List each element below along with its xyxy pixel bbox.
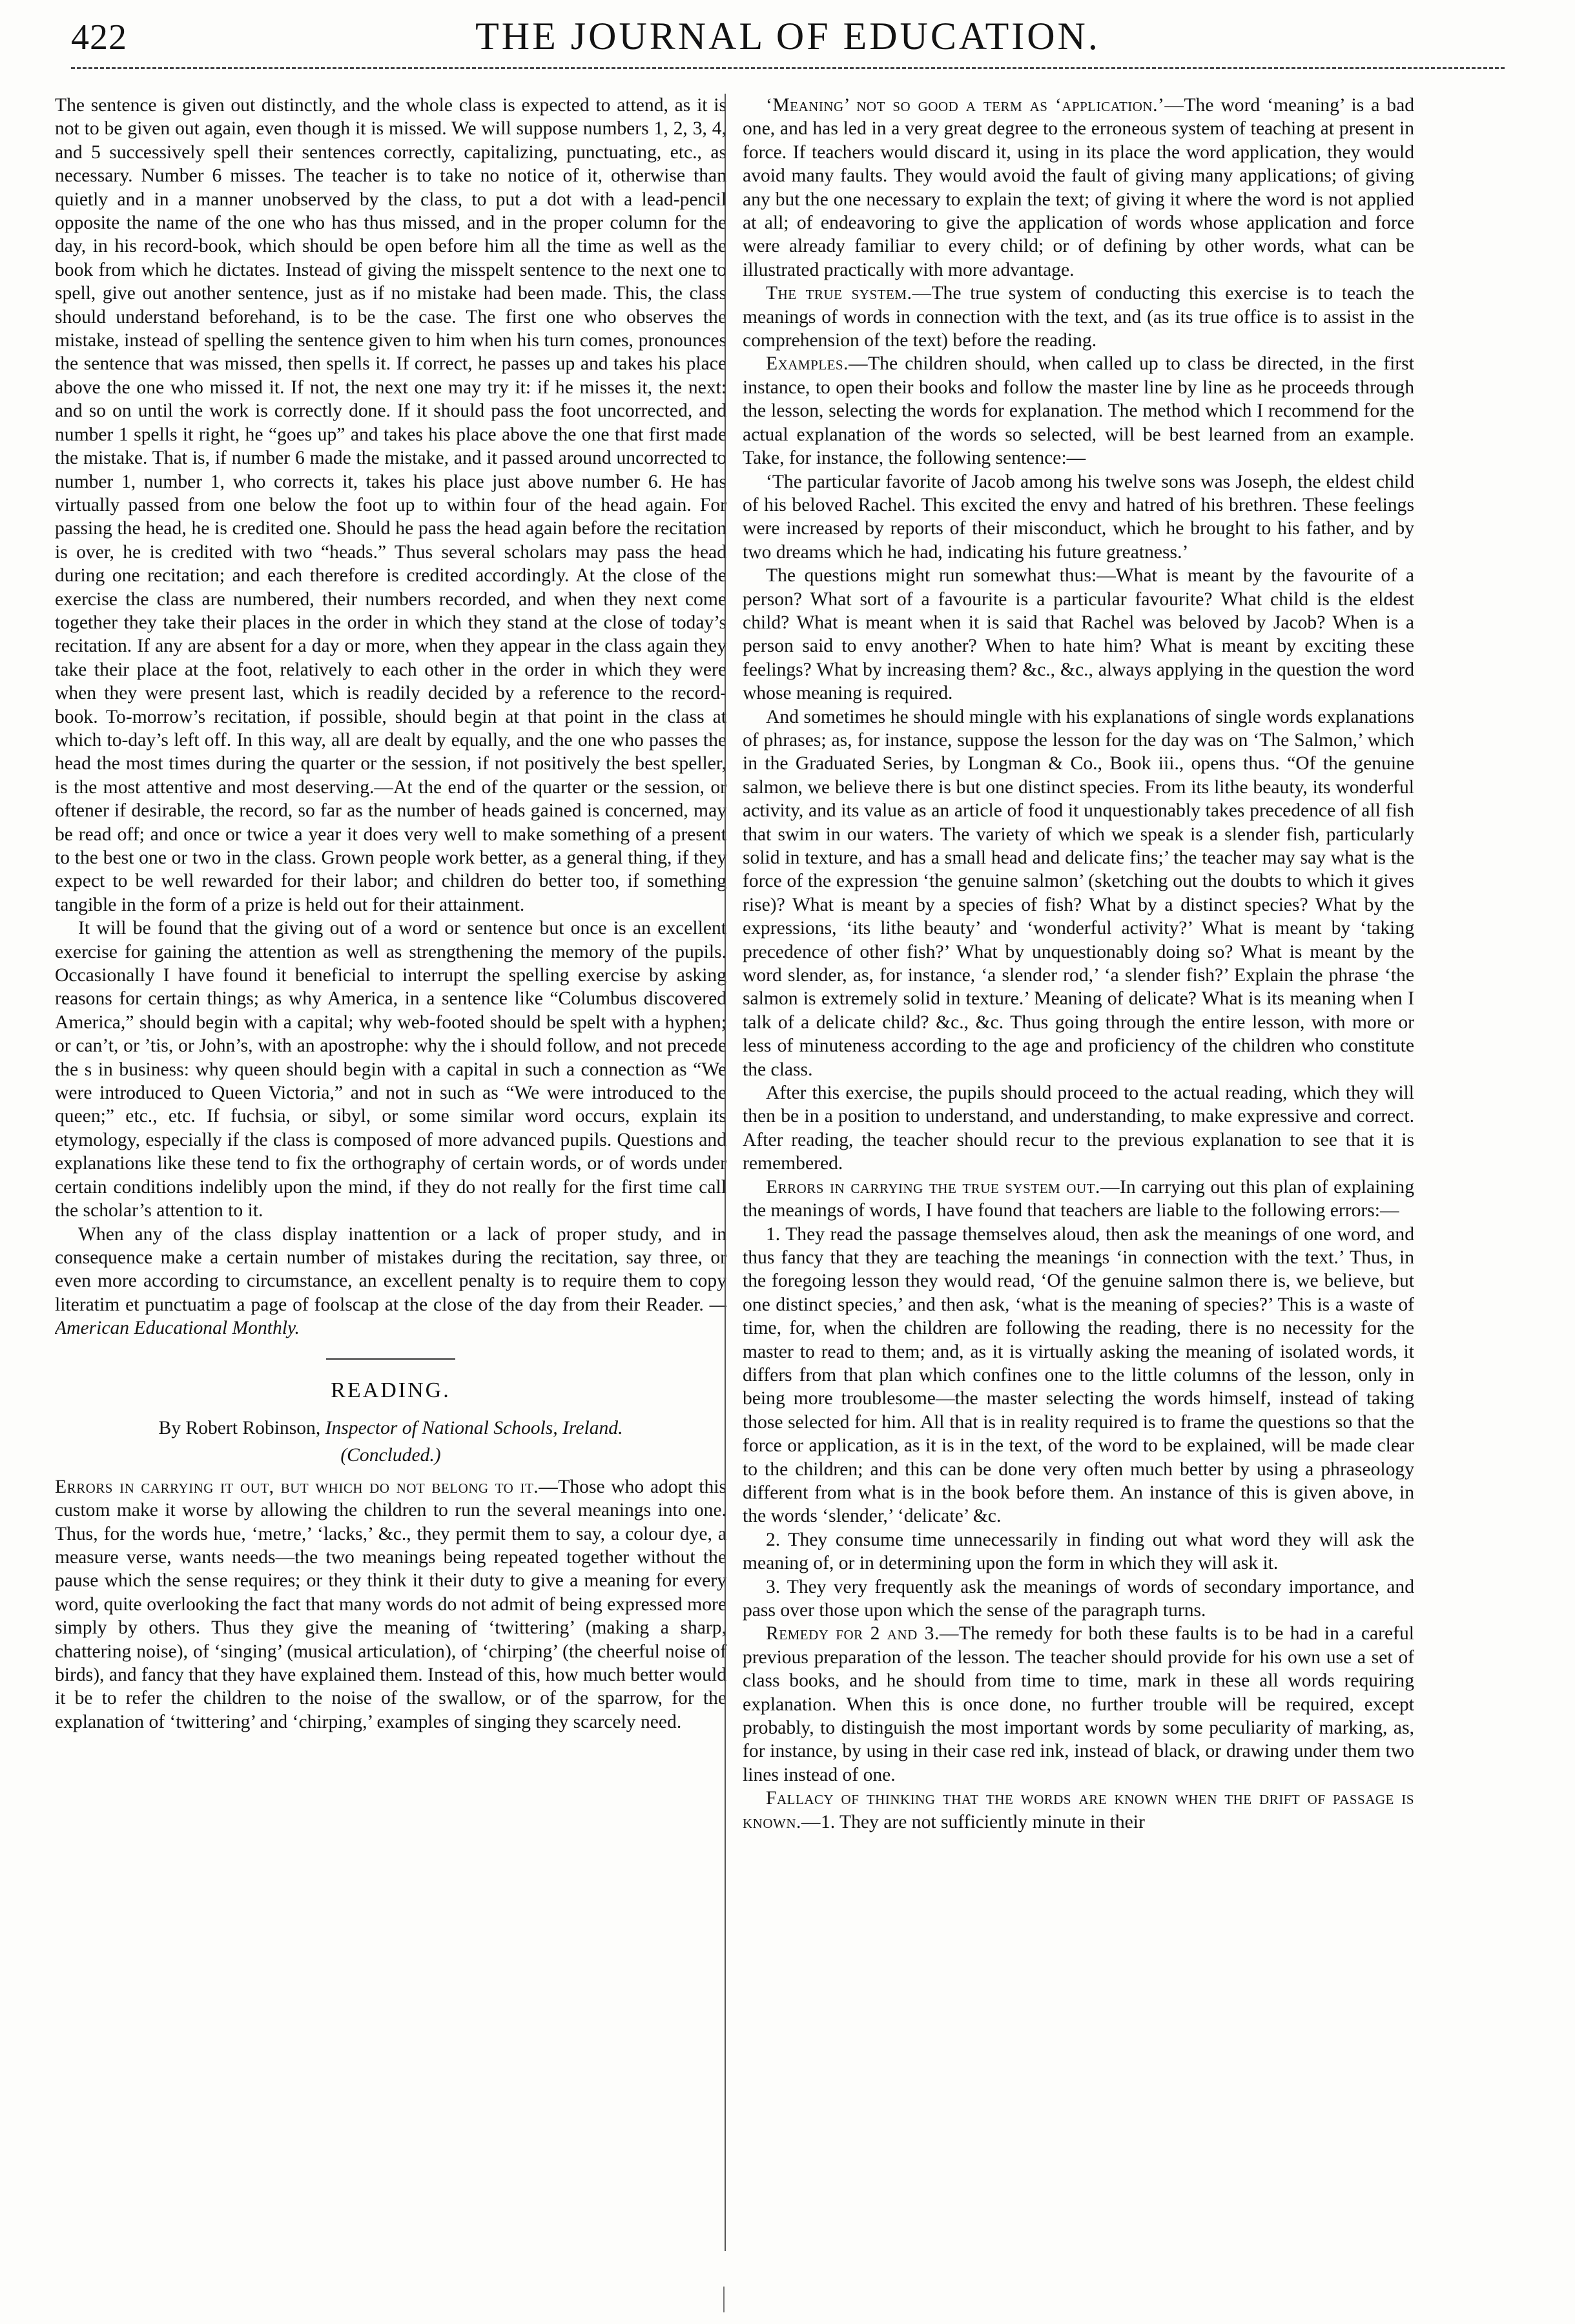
header-rule [71, 67, 1505, 69]
spelling-paragraph-3 [55, 1223, 726, 1340]
spelling-paragraph-3-text: When any of the class display inattention or a lack of proper study, and in consequence make a certain number of mistakes during the recitation, say three, or even more according to circumstance, an excellent penalty is to require them to copy literatim et punctuatim a page of foolscap at the close of the day from their Reader. [55, 1223, 726, 1315]
meaning-lead: ‘Meaning’ not so good a term as ‘application.’— [766, 95, 1184, 116]
page-header [71, 13, 1505, 65]
spelling-paragraph-1: The sentence is given out distinctly, and the whole class is expected to attend, as it is not to be given out again, even though it is missed. We will suppose numbers 1, 2, 3, 4, and 5 successively spell their sentences correctly, capitalizing, punctuating, etc., as necessary. Number 6 misses. The teacher is to take no notice of it, otherwise than quietly and in a manner unobserved by the class, to put a dot with a lead-pencil opposite the name of the one who has thus missed, and in the proper column for the day, in his record-book, which should be open before him all the time as well as the book from which he dictates. Instead of giving the misspelt sentence to the next one to spell, give out another sentence, just as if no mistake had been made. This, the class should understand beforehand, is to be the case. The first one who observes the mistake, instead of spelling the sentence given to him when his turn comes, pronounces the sentence that was missed, then spells it. If correct, he passes up and takes his place above the one who missed it. If not, the next one may try it: if he misses it, the next: and so on until the work is correctly done. If it should pass the foot uncorrected, and number 1 spells it right, he “goes up” and takes his place above the one that first made the mistake. That is, if number 6 made the mistake, and it passed around uncorrected to number 1, number 1, who corrects it, takes his place just above number 6. He has virtually passed from one below the foot up to within four of the head again. For passing the head, he is credited one. Should he pass the head again before the recitation is over, he is credited with two “heads.” Thus several scholars may pass the head during one recitation; and each therefore is credited accordingly. At the close of the exercise the class are numbered, their numbers recorded, and when they next come together they take their places in the order in which they stand at the close of today’s recitation. If any are absent for a day or more, when they appear in the class again they take their place at the foot, relatively to each other in the order in which they were when they were present last, which is readily decided by a reference to the record-book. To-morrow’s recitation, if possible, should begin at that point in the class at which to-day’s left off. In this way, all are dealt by equally, and the one who passes the head the most times during the quarter or the session, if not positively the best speller, is the most attentive and most deserving.—At the end of the quarter or the session, or oftener if desirable, the record, so far as the number of heads gained is concerned, may be read off; and once or twice a year it does very well to make something of a present to the best one or two in the class. Grown people work better, as a general thing, if they expect to be well rewarded for their labor; and children do better too, if something tangible in the form of a prize is held out for their attainment. [55, 95, 726, 915]
remedy-lead: Remedy for 2 and 3.— [766, 1623, 959, 1644]
errors-paragraph [743, 1176, 1414, 1223]
column-divider [725, 94, 726, 2251]
fallacy-paragraph [743, 1787, 1414, 1834]
errors-text: In carrying out this plan of explaining the meanings of words, I have found that teachers are liable to the following errors:— [743, 1176, 1414, 1221]
journal-title: THE JOURNAL OF EDUCATION. [475, 15, 1100, 57]
concluded-note: (Concluded.) [340, 1445, 441, 1466]
examples-lead: Examples.— [766, 353, 869, 375]
reading-errors-text: Those who adopt this custom make it worse by allowing the children to run the several meanings into one. Thus, for the words hue, ‘metre,’ ‘lacks,’ &c., they permit them to say, a colour dye, a measure verse, wants needs—the two meanings being repeated together without the pause which the sense requires; or they think it their duty to give a meaning for every word, quite overlooking the fact that many words do not admit of being expressed more simply by others. Thus they give the meaning of ‘twittering’ (making a sharp, chattering noise), of ‘singing’ (musical articulation), of ‘chirping’ (the cheerful noise of birds), and fancy that they have explained them. Instead of this, how much better would it be to refer the children to the noise of the swallow, or of the sparrow, for the explanation of ‘twittering’ and ‘chirping,’ examples of singing they scarcely need. [55, 1476, 726, 1732]
examples-text: The children should, when called up to class be directed, in the first instance, to open their books and follow the master line by line as he proceeds through the lesson, selecting the words for explanation. The method which I recommend for the actual explanation of the words so selected, will be best learned from an example. Take, for instance, the following sentence:— [743, 353, 1414, 469]
spelling-paragraph-2: It will be found that the giving out of a word or sentence but once is an excellent exercise for gaining the attention as well as strengthening the memory of the pupils. Occasionally I have found it beneficial to interrupt the spelling exercise by asking reasons for certain things; as why America, in a sentence like “Columbus discovered America,” should begin with a capital; why web-footed should be spelt with a hyphen; or can’t, or ’tis, or John’s, with an apostrophe: why the i should follow, and not precede the s in business: why queen should begin with a capital in such a connection as “We were introduced to Queen Victoria,” and not in such as “We were introduced to the queen;” etc., etc. If fuchsia, or sibyl, or some similar word occurs, explain its etymology, especially if the class is composed of more advanced pupils. Questions and explanations like these tend to fix the orthography of certain words, or of words under certain conditions indelibly upon the mind, if they do not really for the first time call the scholar’s attention to it. [55, 918, 726, 1221]
left-column [55, 94, 726, 2251]
after-paragraph: After this exercise, the pupils should proceed to the actual reading, which they will then be in a position to understand, and understanding, to make expressive and correct. After reading, the teacher should recur to the previous explanation to see that it is remembered. [743, 1083, 1414, 1174]
section-divider [326, 1358, 455, 1360]
error-item-1: 1. They read the passage themselves aloud, then ask the meanings of one word, and thus fancy that they are teaching the meanings ‘in connection with the text.’ Thus, in the foregoing lesson they would read, ‘Of the genuine salmon there is, we believe, but one distinct species,’ and then ask, ‘what is the meaning of species?’ This is a waste of time, for, when the children are following the reading, there is no necessity for the master to read to them; and, as it is virtually asking the meaning of isolated words, it differs from that plan which confines one to the little columns of the lesson, only in being more troublesome—the master selecting the words himself, instead of taking those selected for him. All that is in reality required is to frame the questions so that the force or application, as it is in the text, of the word to be explained, will be made clear to the children; and this can be done very often much better by using a phraseology different from what is in the book before them. An instance of this is given above, in the words ‘slender,’ ‘delicate’ &c. [743, 1223, 1414, 1527]
meaning-text: The word ‘meaning’ is a bad one, and has led in a very great degree to the erroneous system of teaching at present in force. If teachers would discard it, using in its place the word application, they would avoid many faults. They would avoid the fault of giving many applications; of giving any but the one necessary to explain the text; of giving it where the word is not applied at all; of endeavoring to give the application of words whose application and force were already familiar to every child; or of defining by other words, what can be illustrated practically with more advantage. [743, 95, 1414, 280]
byline-author: By Robert Robinson, [158, 1417, 321, 1438]
reading-errors-lead: Errors in carrying it out, but which do not belong to it.— [55, 1476, 559, 1497]
reading-errors-paragraph [55, 1475, 726, 1734]
errors-lead: Errors in carrying the true system out.— [766, 1176, 1120, 1198]
system-paragraph [743, 282, 1414, 352]
section-title: READING. [331, 1378, 451, 1402]
error-item-3: 3. They very frequently ask the meanings of words of secondary importance, and pass over those upon which the sense of the paragraph turns. [743, 1576, 1414, 1621]
byline-role: Inspector of National Schools, Ireland. [325, 1417, 623, 1438]
meaning-paragraph [743, 94, 1414, 282]
article-source: —American Educational Monthly. [55, 1294, 726, 1339]
remedy-text: The remedy for both these faults is to be had in a careful previous preparation of the lesson. The teacher should provide for his own use a set of class books, and he should from time to time, mark in these all words requiring explanation. When this is once done, no further trouble will be required, except probably, to distinguish the most important words by some peculiarity of marking, as, for instance, by using in their case red ink, instead of black, or drawing under them two lines instead of one. [743, 1623, 1414, 1785]
byline [55, 1416, 726, 1440]
system-text: The true system of conducting this exercise is to teach the meanings of words in connection with the text, and (as its true office is to assist in the comprehension of the text) before the reading. [743, 283, 1414, 351]
footer-mark [723, 2287, 725, 2312]
quote-paragraph: ‘The particular favorite of Jacob among his twelve sons was Joseph, the eldest child of his beloved Rachel. This excited the envy and hatred of his brethren. These feelings were increased by reports of their misconduct, which he brought to his father, and by two dreams which he had, indicating his future greatness.’ [743, 471, 1414, 563]
questions-paragraph: The questions might run somewhat thus:—What is meant by the favourite of a person? What sort of a favourite is a particular favourite? What child is the eldest child? What is meant when it is said that Rachel was beloved by Jacob? When is a person said to envy another? When to hate him? What is meant by exciting these feelings? What by increasing them? &c., &c., always applying in the question the word whose meaning is required. [743, 565, 1414, 704]
remedy-paragraph [743, 1622, 1414, 1787]
right-column [743, 94, 1414, 2251]
phrases-paragraph: And sometimes he should mingle with his explanations of single words explanations of phrases; as, for instance, suppose the lesson for the day was on ‘The Salmon,’ which in the Graduated Series, by Longman & Co., Book iii., opens thus. “Of the genuine salmon, we believe there is but one distinct species. From its lithe beauty, its wonderful activity, and its value as an article of food it unquestionably takes precedence of all fish that swim in our waters. The variety of which we speak is a slender fish, particularly solid in texture, and has a small head and delicate fins;’ the teacher may say what is the force of the expression ‘the genuine salmon’ (sketching out the doubts to which it gives rise)? What is meant by a species of fish? What by a distinct species? What by the expressions, ‘its lithe beauty’ and ‘wonderful activity?’ What is meant by ‘taking precedence of other fish?’ What by unquestionably doing so? What is meant by the word slender, as, for instance, ‘a slender rod,’ ‘a slender fish?’ Explain the phrase ‘the salmon is extremely solid in texture.’ Meaning of delicate? What is its meaning when I talk of a delicate child? &c., &c. Thus going through the entire lesson, with more or less of minuteness according to the age and proficiency of the children who constitute the class. [743, 706, 1414, 1080]
examples-paragraph [743, 352, 1414, 470]
error-item-2: 2. They consume time unnecessarily in finding out what word they will ask the meaning of, or in determining upon the form in which they will ask it. [743, 1529, 1414, 1574]
system-lead: The true system.— [766, 283, 932, 304]
fallacy-lead: Fallacy of thinking that the words are known when the drift of passage is known.— [743, 1788, 1414, 1832]
fallacy-text: 1. They are not sufficiently minute in their [820, 1811, 1145, 1832]
page-number: 422 [71, 17, 127, 57]
